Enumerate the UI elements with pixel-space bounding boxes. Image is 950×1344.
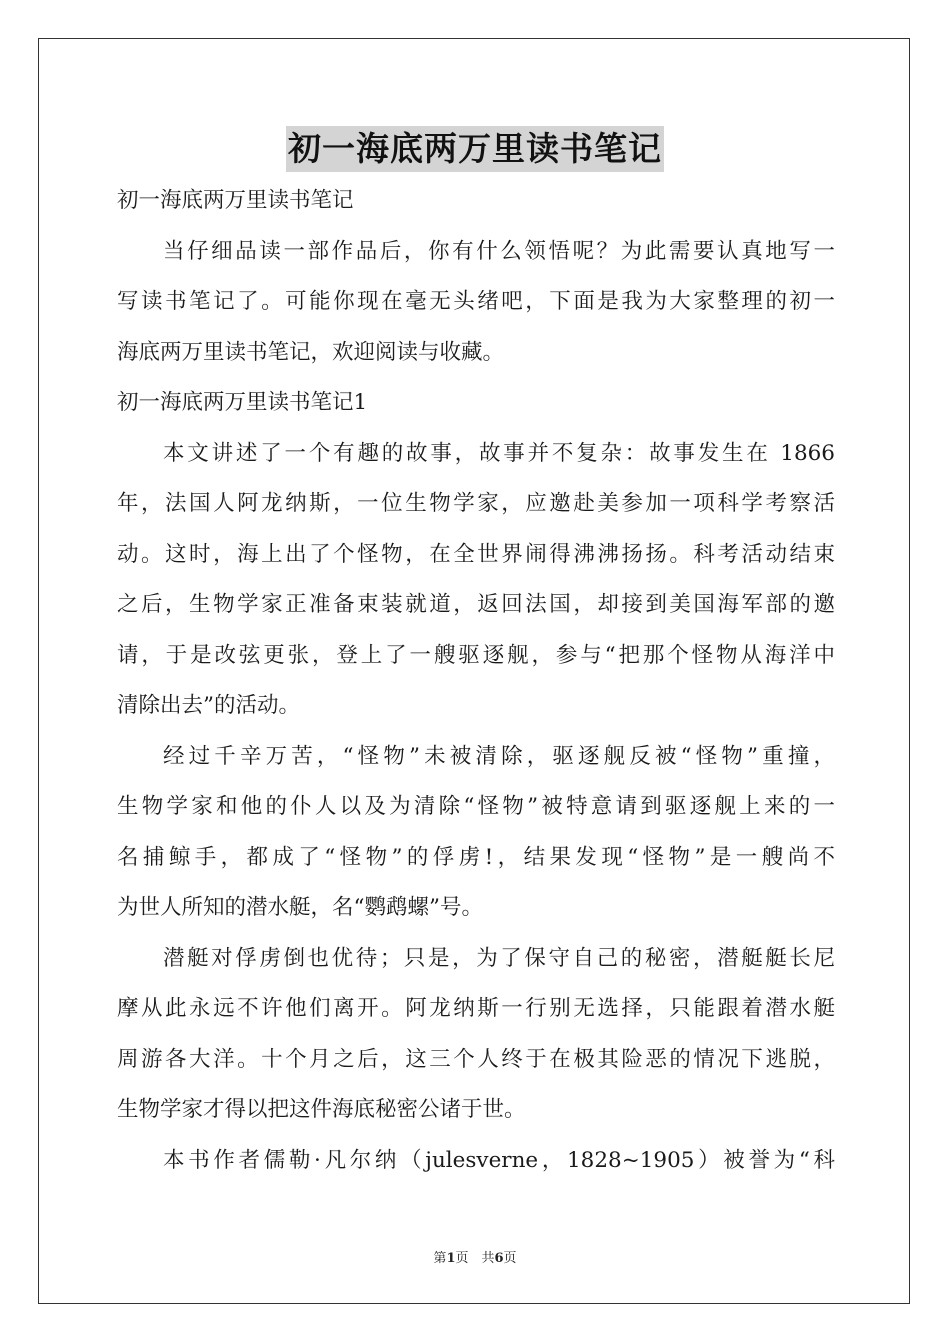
paragraph-line: 动。这时，海上出了个怪物，在全世界闹得沸沸扬扬。科考活动结束 (117, 541, 835, 567)
paragraph-line: 为世人所知的潜水艇，名“鹦鹉螺”号。 (117, 895, 483, 920)
paragraph-line: 请，于是改弦更张，登上了一艘驱逐舰，参与“把那个怪物从海洋中 (117, 642, 835, 668)
document-body (117, 176, 835, 1186)
footer-current-page: 1 (446, 1251, 456, 1266)
footer-total-pages: 6 (494, 1251, 504, 1266)
paragraph-line: 潜艇对俘虏倒也优待；只是，为了保守自己的秘密，潜艇艇长尼 (163, 945, 835, 971)
paragraph-line: 之后，生物学家正准备束装就道，返回法国，却接到美国海军部的邀 (117, 592, 835, 617)
document-title: 初一海底两万里读书笔记 (286, 126, 664, 172)
paragraph-line: 生物学家和他的仆人以及为清除“怪物”被特意请到驱逐舰上来的一 (117, 794, 835, 819)
paragraph-line: 周游各大洋。十个月之后，这三个人终于在极其险恶的情况下逃脱， (117, 1046, 835, 1072)
footer-page-suffix: 页 (503, 1251, 517, 1266)
paragraph-line: 摩从此永远不许他们离开。阿龙纳斯一行别无选择，只能跟着潜水艇 (117, 996, 835, 1021)
paragraph-line: 名捕鲸手，都成了“怪物”的俘虏!，结果发现“怪物”是一艘尚不 (117, 844, 835, 870)
paragraph-line: 本文讲述了一个有趣的故事，故事并不复杂：故事发生在 1866 (163, 440, 835, 466)
footer-page-prefix: 第 (433, 1251, 447, 1266)
page-footer (0, 1247, 950, 1266)
subtitle-line: 初一海底两万里读书笔记 (117, 188, 354, 213)
footer-page-mid: 页 共 (455, 1251, 495, 1266)
paragraph-line: 清除出去”的活动。 (117, 693, 300, 718)
title-container (0, 126, 950, 172)
paragraph-line: 海底两万里读书笔记，欢迎阅读与收藏。 (117, 339, 505, 365)
section-heading: 初一海底两万里读书笔记1 (117, 390, 368, 415)
paragraph-line: 本书作者儒勒·凡尔纳（julesverne，1828~1905）被誉为“科 (163, 1147, 835, 1173)
paragraph-line: 当仔细品读一部作品后，你有什么领悟呢？为此需要认真地写一 (163, 238, 835, 264)
paragraph-line: 年，法国人阿龙纳斯，一位生物学家，应邀赴美参加一项科学考察活 (117, 491, 835, 516)
paragraph-line: 生物学家才得以把这件海底秘密公诸于世。 (117, 1097, 526, 1122)
paragraph-line: 经过千辛万苦，“怪物”未被清除，驱逐舰反被“怪物”重撞， (163, 743, 835, 769)
paragraph-line: 写读书笔记了。可能你现在毫无头绪吧，下面是我为大家整理的初一 (117, 289, 835, 314)
